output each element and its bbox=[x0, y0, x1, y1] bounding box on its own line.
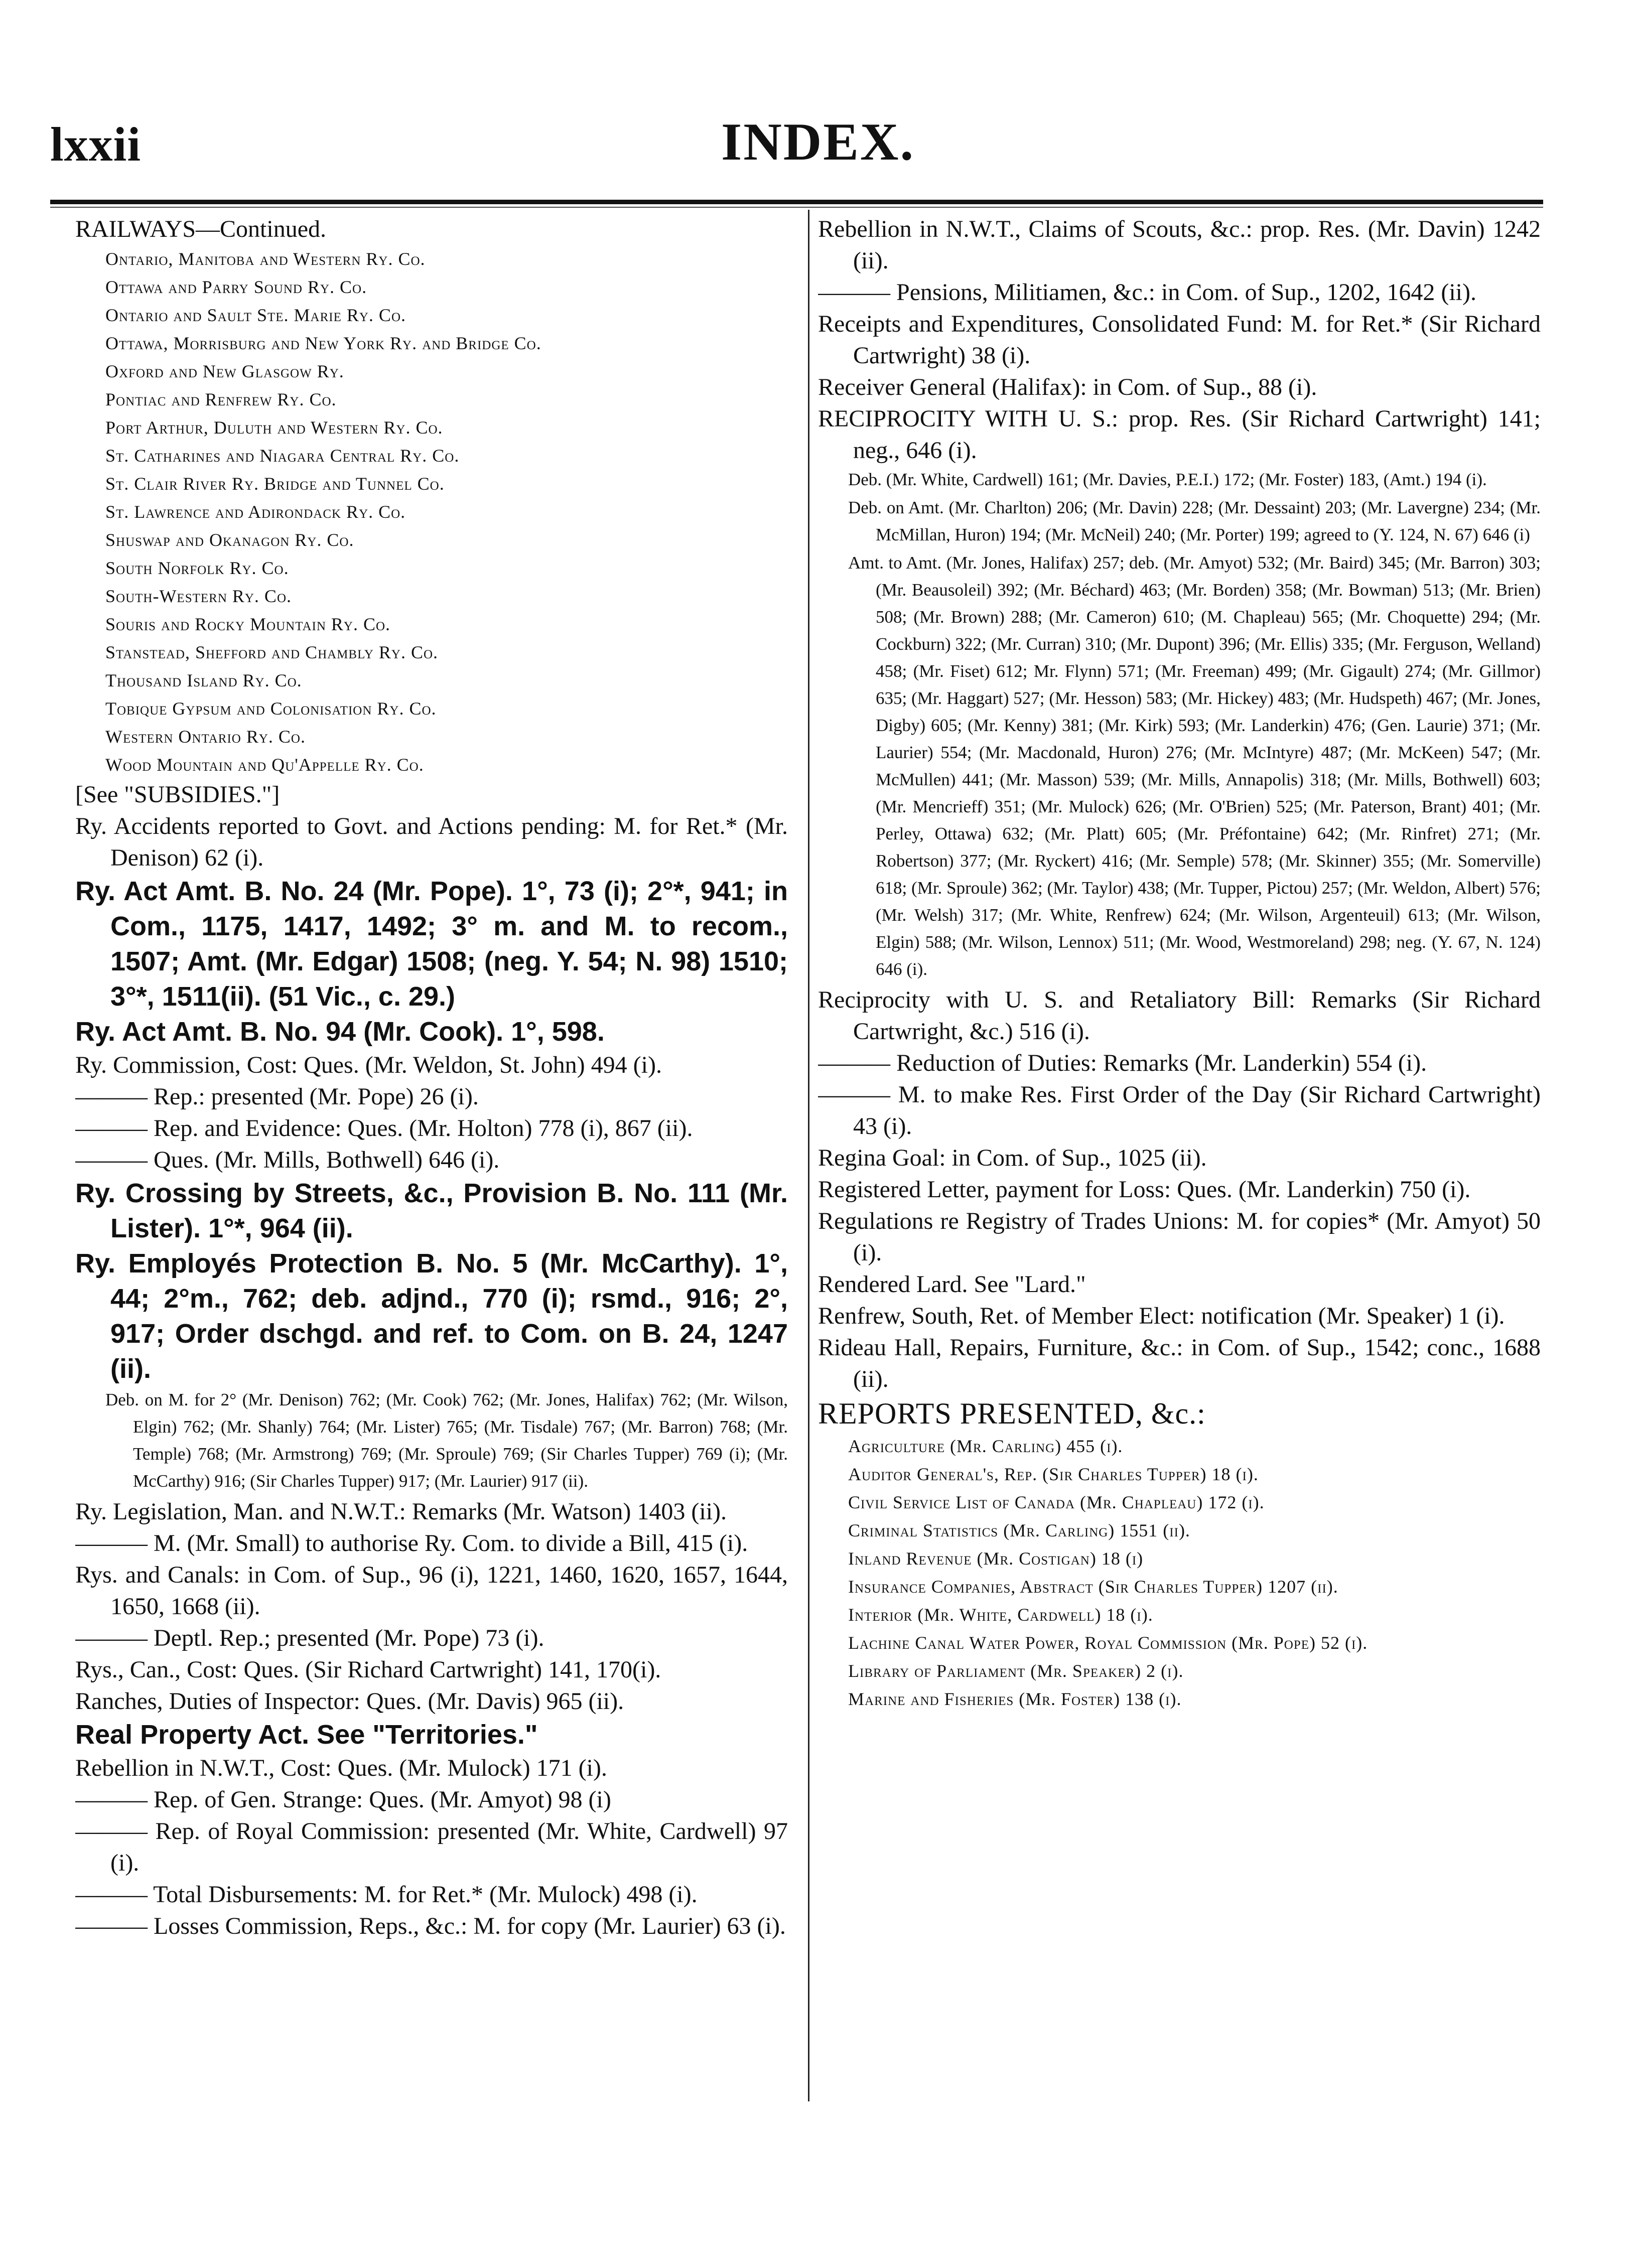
reports-heading: REPORTS PRESENTED, &c.: bbox=[818, 1397, 1206, 1430]
bill-entry: Ry. Act Amt. B. No. 94 (Mr. Cook). 1°, 598. bbox=[75, 1017, 605, 1047]
report-subentry: Civil Service List of Canada (Mr. Chapleau) 172 (i). bbox=[848, 1492, 1265, 1512]
debate-entry: Deb. (Mr. White, Cardwell) 161; (Mr. Davies, P.E.I.) 172; (Mr. Foster) 183, (Amt.) 194 (i). bbox=[848, 470, 1487, 489]
page-number: lxxii bbox=[50, 117, 142, 171]
railway-subentry: Ottawa, Morrisburg and New York Ry. and Bridge Co. bbox=[105, 333, 541, 353]
railway-subentry: South Norfolk Ry. Co. bbox=[105, 558, 289, 578]
bill-entry: Ry. Employés Protection B. No. 5 (Mr. McCarthy). 1°, 44; 2°m., 762; deb. adjnd., 770 (i); rsmd., 916; 2°, 917; Order dschgd. and ref. to Com. on B. 24, 1247 (ii). bbox=[75, 1248, 788, 1384]
index-entry: ——— M. to make Res. First Order of the Day (Sir Richard Cartwright) 43 (i). bbox=[818, 1081, 1541, 1140]
index-entry: Registered Letter, payment for Loss: Ques. (Mr. Landerkin) 750 (i). bbox=[818, 1176, 1471, 1203]
index-entry: Ranches, Duties of Inspector: Ques. (Mr. Davis) 965 (ii). bbox=[75, 1688, 624, 1715]
railway-subentry: Souris and Rocky Mountain Ry. Co. bbox=[105, 614, 391, 634]
index-entry: ——— M. (Mr. Small) to authorise Ry. Com. to divide a Bill, 415 (i). bbox=[75, 1530, 748, 1556]
page-title: INDEX. bbox=[721, 112, 915, 171]
report-subentry: Criminal Statistics (Mr. Carling) 1551 (ii). bbox=[848, 1520, 1190, 1540]
railway-subentry: Ottawa and Parry Sound Ry. Co. bbox=[105, 277, 367, 297]
railway-subentry: Pontiac and Renfrew Ry. Co. bbox=[105, 389, 337, 409]
index-entry: Regina Goal: in Com. of Sup., 1025 (ii). bbox=[818, 1145, 1207, 1171]
report-subentry: Lachine Canal Water Power, Royal Commission (Mr. Pope) 52 (i). bbox=[848, 1633, 1368, 1653]
left-column bbox=[75, 213, 788, 2100]
index-entry: Ry. Commission, Cost: Ques. (Mr. Weldon, St. John) 494 (i). bbox=[75, 1052, 662, 1078]
index-entry: ——— Losses Commission, Reps., &c.: M. for copy (Mr. Laurier) 63 (i). bbox=[75, 1913, 786, 1939]
index-entry: Rys., Can., Cost: Ques. (Sir Richard Cartwright) 141, 170(i). bbox=[75, 1656, 661, 1683]
index-entry: ——— Rep. of Royal Commission: presented (Mr. White, Cardwell) 97 (i). bbox=[75, 1818, 788, 1876]
report-subentry: Insurance Companies, Abstract (Sir Charles Tupper) 1207 (ii). bbox=[848, 1577, 1338, 1597]
bill-entry: Ry. Act Amt. B. No. 24 (Mr. Pope). 1°, 73 (i); 2°*, 941; in Com., 1175, 1417, 1492; 3° m. and M. to recom., 1507; Amt. (Mr. Edgar) 1508; (neg. Y. 54; N. 98) 1510; 3°*, 1511(ii). (51 Vic., c. 29.) bbox=[75, 876, 788, 1012]
railway-subentry: Port Arthur, Duluth and Western Ry. Co. bbox=[105, 417, 443, 438]
report-subentry: Marine and Fisheries (Mr. Foster) 138 (i). bbox=[848, 1689, 1182, 1709]
index-entry: ——— Pensions, Militiamen, &c.: in Com. of Sup., 1202, 1642 (ii). bbox=[818, 279, 1476, 306]
index-entry: Reciprocity with U. S. and Retaliatory Bill: Remarks (Sir Richard Cartwright, &c.) 516 (i). bbox=[818, 986, 1541, 1045]
railway-subentry: Stanstead, Shefford and Chambly Ry. Co. bbox=[105, 642, 439, 662]
debate-entry: Deb. on M. for 2° (Mr. Denison) 762; (Mr. Cook) 762; (Mr. Jones, Halifax) 762; (Mr. Wilson, Elgin) 762; (Mr. Shanly) 764; (Mr. Lister) 765; (Mr. Tisdale) 767; (Mr. Barron) 768; (Mr. Temple) 768; (Mr. Armstrong) 769; (Mr. Sproule) 769; (Sir Charles Tupper) 769 (i); (Mr. McCarthy) 916; (Sir Charles Tupper) 917; (Mr. Laurier) 917 (ii). bbox=[105, 1390, 788, 1491]
railway-subentry: Ontario and Sault Ste. Marie Ry. Co. bbox=[105, 305, 406, 325]
report-subentry: Interior (Mr. White, Cardwell) 18 (i). bbox=[848, 1605, 1153, 1625]
railway-subentry: Thousand Island Ry. Co. bbox=[105, 670, 302, 690]
railway-subentry: St. Catharines and Niagara Central Ry. Co. bbox=[105, 446, 460, 466]
index-entry: ——— Ques. (Mr. Mills, Bothwell) 646 (i). bbox=[75, 1147, 500, 1173]
railway-subentry: St. Lawrence and Adirondack Ry. Co. bbox=[105, 502, 406, 522]
railway-subentry: Oxford and New Glasgow Ry. bbox=[105, 361, 344, 381]
index-entry: Receipts and Expenditures, Consolidated Fund: M. for Ret.* (Sir Richard Cartwright) 38 (i). bbox=[818, 311, 1541, 369]
index-heading: RAILWAYS—Continued. bbox=[75, 216, 327, 242]
index-entry: Rendered Lard. See "Lard." bbox=[818, 1271, 1086, 1298]
bill-entry: Real Property Act. See "Territories." bbox=[75, 1720, 538, 1750]
index-entry: Ry. Legislation, Man. and N.W.T.: Remarks (Mr. Watson) 1403 (ii). bbox=[75, 1498, 727, 1525]
index-entry: RECIPROCITY WITH U. S.: prop. Res. (Sir Richard Cartwright) 141; neg., 646 (i). bbox=[818, 405, 1541, 464]
bill-entry: Ry. Crossing by Streets, &c., Provision B. No. 111 (Mr. Lister). 1°*, 964 (ii). bbox=[75, 1178, 788, 1243]
report-subentry: Auditor General's, Rep. (Sir Charles Tupper) 18 (i). bbox=[848, 1464, 1259, 1484]
report-subentry: Library of Parliament (Mr. Speaker) 2 (i). bbox=[848, 1661, 1184, 1681]
railway-subentry: Tobique Gypsum and Colonisation Ry. Co. bbox=[105, 698, 437, 719]
report-subentry: Agriculture (Mr. Carling) 455 (i). bbox=[848, 1436, 1123, 1456]
railway-subentry: South-Western Ry. Co. bbox=[105, 586, 292, 606]
railway-subentry: Ontario, Manitoba and Western Ry. Co. bbox=[105, 249, 426, 269]
debate-entry: Deb. on Amt. (Mr. Charlton) 206; (Mr. Davin) 228; (Mr. Dessaint) 203; (Mr. Lavergne) 234; (Mr. McMillan, Huron) 194; (Mr. McNeil) 240; (Mr. Porter) 199; agreed to (Y. 124, N. 67) 646 (i) bbox=[848, 498, 1541, 544]
index-entry: Rebellion in N.W.T., Cost: Ques. (Mr. Mulock) 171 (i). bbox=[75, 1755, 607, 1781]
index-entry: Rebellion in N.W.T., Claims of Scouts, &c.: prop. Res. (Mr. Davin) 1242 (ii). bbox=[818, 216, 1541, 274]
header-rule bbox=[50, 200, 1543, 204]
index-entry: ——— Total Disbursements: M. for Ret.* (Mr. Mulock) 498 (i). bbox=[75, 1881, 698, 1908]
column-divider bbox=[808, 210, 809, 2101]
index-entry: ——— Rep.: presented (Mr. Pope) 26 (i). bbox=[75, 1083, 479, 1110]
railway-subentry: Shuswap and Okanagon Ry. Co. bbox=[105, 530, 354, 550]
right-column bbox=[818, 213, 1541, 2100]
see-also-note: [See "SUBSIDIES."] bbox=[75, 781, 280, 808]
index-entry: Rys. and Canals: in Com. of Sup., 96 (i), 1221, 1460, 1620, 1657, 1644, 1650, 1668 (ii). bbox=[75, 1562, 788, 1620]
header-rule-thin bbox=[50, 207, 1543, 208]
railway-subentry: Wood Mountain and Qu'Appelle Ry. Co. bbox=[105, 755, 424, 775]
index-entry: Rideau Hall, Repairs, Furniture, &c.: in Com. of Sup., 1542; conc., 1688 (ii). bbox=[818, 1334, 1541, 1392]
railway-subentry: St. Clair River Ry. Bridge and Tunnel Co. bbox=[105, 474, 445, 494]
report-subentry: Inland Revenue (Mr. Costigan) 18 (i) bbox=[848, 1548, 1144, 1569]
index-entry: Renfrew, South, Ret. of Member Elect: notification (Mr. Speaker) 1 (i). bbox=[818, 1303, 1505, 1329]
index-entry: Receiver General (Halifax): in Com. of Sup., 88 (i). bbox=[818, 374, 1317, 400]
index-entry: Regulations re Registry of Trades Unions: M. for copies* (Mr. Amyot) 50 (i). bbox=[818, 1208, 1541, 1266]
railway-subentry: Western Ontario Ry. Co. bbox=[105, 727, 306, 747]
index-entry: ——— Reduction of Duties: Remarks (Mr. Landerkin) 554 (i). bbox=[818, 1050, 1427, 1076]
index-entry: ——— Rep. of Gen. Strange: Ques. (Mr. Amyot) 98 (i) bbox=[75, 1786, 611, 1813]
index-entry: ——— Rep. and Evidence: Ques. (Mr. Holton) 778 (i), 867 (ii). bbox=[75, 1115, 693, 1142]
index-entry: ——— Deptl. Rep.; presented (Mr. Pope) 73 (i). bbox=[75, 1625, 544, 1651]
index-entry: Ry. Accidents reported to Govt. and Actions pending: M. for Ret.* (Mr. Denison) 62 (i). bbox=[75, 813, 788, 871]
debate-entry: Amt. to Amt. (Mr. Jones, Halifax) 257; deb. (Mr. Amyot) 532; (Mr. Baird) 345; (Mr. Barron) 303; (Mr. Beausoleil) 392; (Mr. Béchard) 463; (Mr. Borden) 358; (Mr. Bowman) 513; (Mr. Brien) 508; (Mr. Brown) 288; (Mr. Cameron) 610; (M. Chapleau) 565; (Mr. Choquette) 294; (Mr. Cockburn) 322; (Mr. Curran) 310; (Mr. Dupont) 396; (Mr. Ellis) 335; (Mr. Ferguson, Welland) 458; (Mr. Fiset) 612; Mr. Flynn) 571; (Mr. Freeman) 499; (Mr. Gigault) 274; (Mr. Gillmor) 635; (Mr. Haggart) 527; (Mr. Hesson) 583; (Mr. Hickey) 483; (Mr. Hudspeth) 467; (Mr. Jones, Digby) 605; (Mr. Kenny) 381; (Mr. Kirk) 593; (Mr. Landerkin) 476; (Gen. Laurie) 371; (Mr. Laurier) 554; (Mr. Macdonald, Huron) 276; (Mr. McIntyre) 487; (Mr. McKeen) 547; (Mr. McMullen) 441; (Mr. Masson) 539; (Mr. Mills, Annapolis) 318; (Mr. Mills, Bothwell) 603; (Mr. Mencrieff) 351; (Mr. Mulock) 626; (Mr. O'Brien) 525; (Mr. Paterson, Brant) 401; (Mr. Perley, Ottawa) 632; (Mr. Platt) 605; (Mr. Préfontaine) 642; (Mr. Rinfret) 271; (Mr. Robertson) 377; (Mr. Ryckert) 416; (Mr. Semple) 578; (Mr. Skinner) 355; (Mr. Somerville) 618; (Mr. Sproule) 362; (Mr. Taylor) 438; (Mr. Tupper, Pictou) 257; (Mr. Weldon, Albert) 576; (Mr. Welsh) 317; (Mr. White, Renfrew) 624; (Mr. Wilson, Argenteuil) 613; (Mr. Wilson, Elgin) 588; (Mr. Wilson, Lennox) 511; (Mr. Wood, Westmoreland) 298; neg. (Y. 67, N. 124) 646 (i). bbox=[848, 553, 1541, 979]
